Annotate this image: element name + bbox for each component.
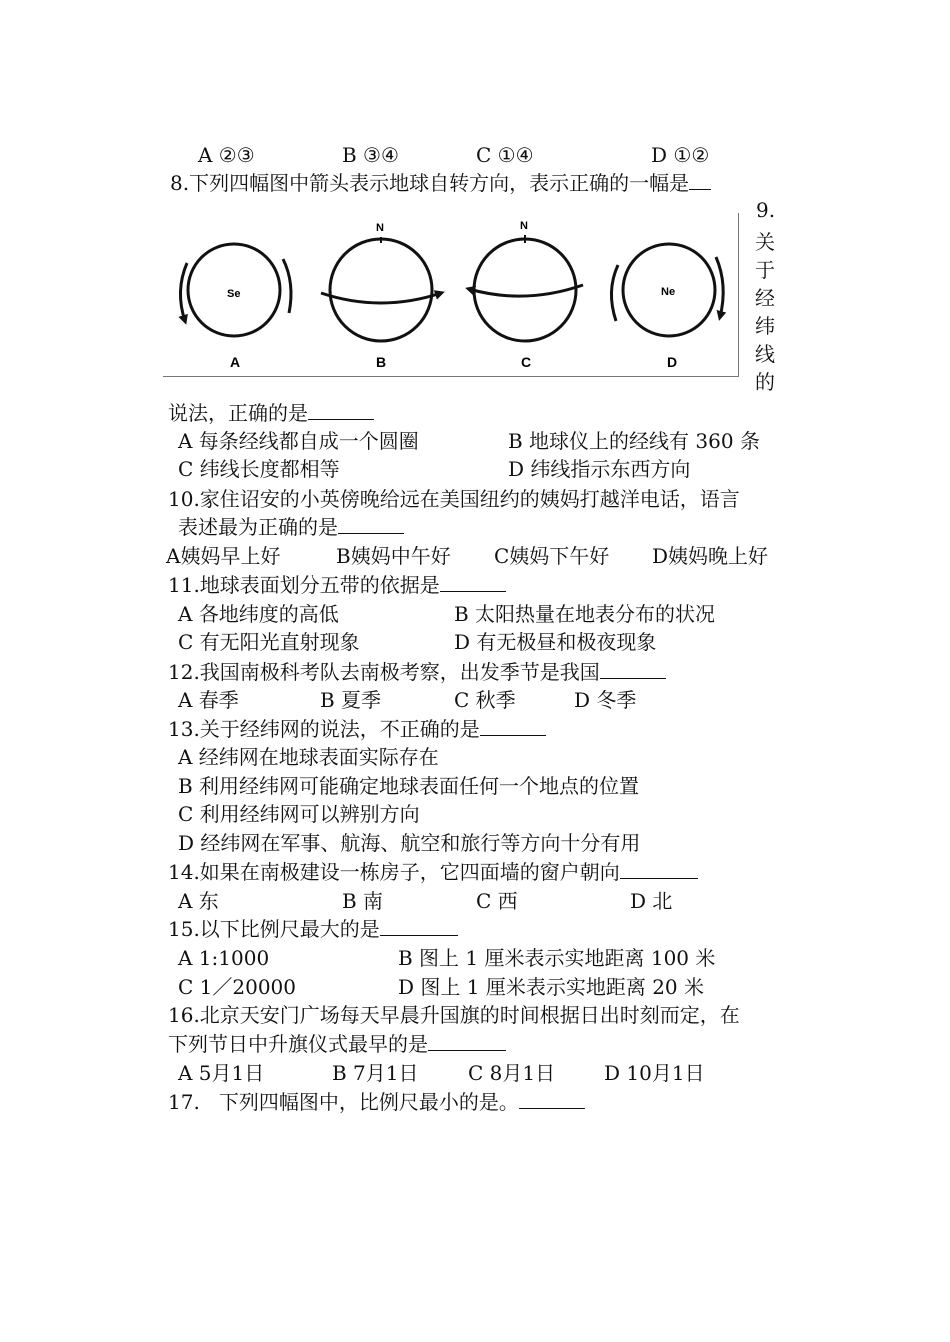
q16-answer-blank [428, 1032, 506, 1051]
q13-stem: 13.关于经纬网的说法，不正确的是 [168, 717, 480, 741]
q15-option-d: D 图上 1 厘米表示实地距离 20 米 [398, 975, 704, 999]
q13-option-d: D 经纬网在军事、航海、航空和旅行等方向十分有用 [178, 831, 641, 855]
q15-stem-line [168, 917, 458, 941]
globe-a-letter: A [230, 354, 241, 370]
q15-stem: 15.以下比例尺最大的是 [168, 917, 380, 941]
q10-option-d: D姨妈晚上好 [652, 544, 769, 568]
q14-option-a: A 东 [178, 889, 219, 913]
q9-stem-line [168, 401, 374, 425]
q16-option-a: A 5月1日 [178, 1061, 265, 1085]
q13-answer-blank [480, 717, 546, 736]
q9-vchar-6: 的 [755, 370, 775, 394]
q15-option-c: C 1／20000 [178, 975, 297, 999]
q8-answer-blank [689, 171, 711, 190]
q16-option-d: D 10月1日 [604, 1061, 705, 1085]
q15-option-a: A 1:1000 [178, 946, 270, 970]
q12-option-c: C 秋季 [454, 688, 516, 712]
q9-option-d: D 纬线指示东西方向 [508, 457, 691, 481]
globe-d [611, 244, 723, 370]
q10-answer-blank [338, 515, 404, 534]
q16-option-b: B 7月1日 [332, 1061, 419, 1085]
q7-option-a: A ②③ [198, 143, 255, 167]
q10-stem-line1: 10.家住诏安的小英傍晚给远在美国纽约的姨妈打越洋电话，语言 [168, 487, 740, 511]
q17-stem-line [168, 1090, 585, 1114]
globe-d-arrow-right [716, 257, 723, 317]
q9-vchar-2: 于 [755, 258, 775, 282]
q10-option-c: C姨妈下午好 [494, 544, 610, 568]
q11-stem-line [168, 573, 506, 597]
q16-option-c: C 8月1日 [468, 1061, 556, 1085]
globe-c-letter: C [521, 354, 532, 370]
q9-vchar-4: 纬 [755, 314, 775, 338]
q7-option-b: B ③④ [342, 143, 399, 167]
globe-a-arrow-left [180, 263, 187, 321]
q16-stem-line2 [168, 1032, 506, 1056]
q9-vchar-3: 经 [755, 286, 775, 310]
globe-c-pole-label: N [520, 220, 528, 232]
globe-b [321, 222, 441, 370]
globe-d-letter: D [667, 354, 678, 370]
q9-option-c: C 纬线长度都相等 [178, 457, 340, 481]
q11-option-c: C 有无阳光直射现象 [178, 630, 360, 654]
q14-option-b: B 南 [342, 889, 384, 913]
globe-b-letter: B [376, 354, 387, 370]
q13-option-c: C 利用经纬网可以辨别方向 [178, 802, 420, 826]
globes-svg [163, 213, 738, 376]
globe-d-arrow-left [611, 265, 618, 321]
q9-vchar-5: 线 [755, 342, 775, 366]
q14-option-d: D 北 [630, 889, 673, 913]
q7-option-c: C ①④ [476, 143, 534, 167]
q9-option-a: A 每条经线都自成一个圆圈 [178, 429, 419, 453]
globe-c [469, 220, 583, 370]
q8-stem-line [170, 171, 711, 195]
q17-stem: 17. 下列四幅图中，比例尺最小的是。 [168, 1090, 519, 1114]
q12-stem: 12.我国南极科考队去南极考察，出发季节是我国 [168, 660, 600, 684]
q12-answer-blank [600, 660, 666, 679]
q14-stem-line [168, 860, 698, 884]
q16-stem-line1: 16.北京天安门广场每天早晨升国旗的时间根据日出时刻而定，在 [168, 1003, 740, 1027]
q13-option-b: B 利用经纬网可能确定地球表面任何一个地点的位置 [178, 774, 640, 798]
q11-stem: 11.地球表面划分五带的依据是 [168, 573, 440, 597]
q14-option-c: C 西 [476, 889, 518, 913]
q15-answer-blank [380, 917, 458, 936]
q11-option-a: A 各地纬度的高低 [178, 602, 339, 626]
globe-a-center-label: Se [227, 288, 241, 300]
q13-stem-line [168, 717, 546, 741]
q12-option-a: A 春季 [178, 688, 239, 712]
q10-stem-line2 [178, 515, 404, 539]
q16-stem: 下列节日中升旗仪式最早的是 [168, 1032, 428, 1056]
q9-stem-tail: 说法，正确的是 [168, 401, 308, 425]
q9-number: 9. [756, 198, 776, 222]
q11-option-b: B 太阳热量在地表分布的状况 [454, 602, 716, 626]
globe-a [180, 244, 291, 370]
globe-b-pole-label: N [376, 222, 384, 234]
q7-option-d: D ①② [651, 143, 710, 167]
q9-option-b: B 地球仪上的经线有 360 条 [508, 429, 760, 453]
q8-stem: 8.下列四幅图中箭头表示地球自转方向，表示正确的一幅是 [170, 171, 690, 195]
globe-c-arrow [469, 285, 583, 296]
q12-option-d: D 冬季 [574, 688, 637, 712]
q15-option-b: B 图上 1 厘米表示实地距离 100 米 [398, 946, 716, 970]
q13-option-a: A 经纬网在地球表面实际存在 [178, 745, 439, 769]
globe-d-center-label: Ne [661, 286, 676, 298]
q10-stem: 表述最为正确的是 [178, 515, 338, 539]
q11-option-d: D 有无极昼和极夜现象 [454, 630, 657, 654]
rotation-figure [163, 213, 739, 377]
q10-option-b: B姨妈中午好 [336, 544, 451, 568]
q11-answer-blank [440, 573, 506, 592]
globe-b-arrow [321, 293, 441, 303]
q14-answer-blank [620, 860, 698, 879]
q17-answer-blank [519, 1090, 585, 1109]
q9-answer-blank [308, 401, 374, 420]
globe-a-arrow-right [283, 259, 291, 313]
q14-stem: 14.如果在南极建设一栋房子，它四面墙的窗户朝向 [168, 860, 620, 884]
q12-stem-line [168, 660, 666, 684]
q9-vchar-1: 关 [755, 230, 775, 254]
q10-option-a: A姨妈早上好 [166, 544, 281, 568]
q12-option-b: B 夏季 [320, 688, 382, 712]
